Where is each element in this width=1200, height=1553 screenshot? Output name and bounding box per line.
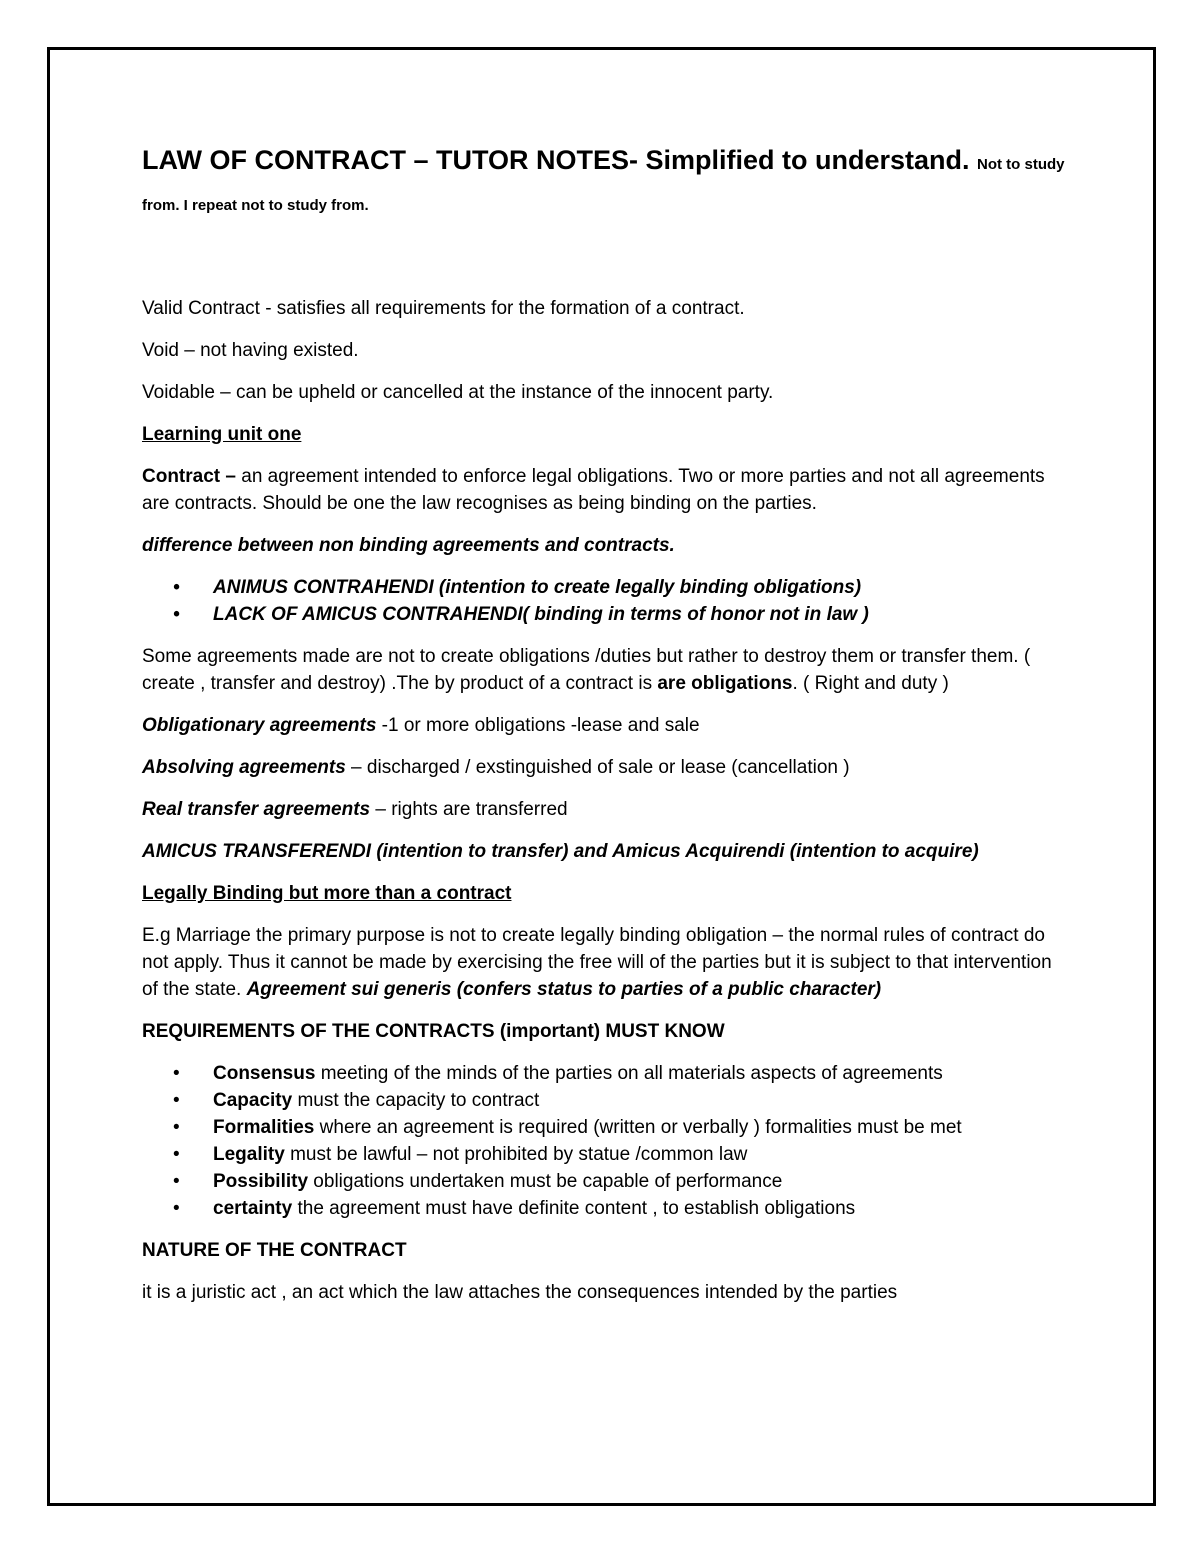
nature-paragraph: it is a juristic act , an act which the law attaches the consequences intended by the parties: [142, 1282, 898, 1303]
list-item-text: LACK OF AMICUS CONTRAHENDI( binding in terms of honor not in law ): [213, 604, 869, 625]
list-item: [142, 601, 1072, 628]
requirement-term: Formalities: [213, 1117, 315, 1138]
legally-binding-bold: Agreement sui generis (confers status to parties of a public character): [246, 979, 882, 1000]
contract-text: an agreement intended to enforce legal obligations. Two or more parties and not all agreements are contracts. Should be one the law recognises as being binding on the parties.: [142, 466, 1045, 514]
bullet-icon: •: [173, 604, 180, 625]
some-agreements-post: . ( Right and duty ): [792, 673, 949, 694]
definition-voidable: Voidable – can be upheld or cancelled at the instance of the innocent party.: [142, 382, 774, 403]
difference-list: [142, 574, 1072, 628]
obligationary-paragraph: [142, 712, 1072, 739]
requirement-text: must be lawful – not prohibited by statue /common law: [284, 1144, 748, 1165]
contract-definition: [142, 463, 1072, 517]
requirement-text: where an agreement is required (written or verbally ) formalities must be met: [314, 1117, 962, 1138]
requirement-text: obligations undertaken must be capable of performance: [308, 1171, 783, 1192]
requirement-term: Capacity: [213, 1090, 293, 1111]
document-title: [142, 142, 1072, 224]
bullet-icon: •: [173, 577, 180, 598]
definition-valid: Valid Contract - satisfies all requirements for the formation of a contract.: [142, 298, 745, 319]
contract-term: Contract –: [142, 466, 236, 487]
requirements-heading: REQUIREMENTS OF THE CONTRACTS (important) MUST KNOW: [142, 1021, 725, 1042]
absolving-text: – discharged / exstinguished of sale or lease (cancellation ): [345, 757, 850, 778]
some-agreements-bold: are obligations: [657, 673, 793, 694]
title-main: LAW OF CONTRACT – TUTOR NOTES- Simplified to understand.: [142, 145, 970, 175]
requirement-text: meeting of the minds of the parties on all materials aspects of agreements: [315, 1063, 943, 1084]
real-transfer-term: Real transfer agreements: [142, 799, 371, 820]
legally-binding-heading: Legally Binding but more than a contract: [142, 883, 512, 904]
requirement-term: Possibility: [213, 1171, 309, 1192]
list-item: [142, 1195, 1072, 1222]
bullet-icon: •: [173, 1117, 180, 1138]
legally-binding-text: E.g Marriage the primary purpose is not to create legally binding obligation – the normal rules of contract do not apply. Thus it cannot be made by exercising the free will of the parties but it is subject to that intervention of the state.: [142, 925, 1052, 1000]
requirement-text: the agreement must have definite content , to establish obligations: [292, 1198, 856, 1219]
some-agreements-pre: Some agreements made are not to create obligations /duties but rather to destroy them or transfer them. ( create , transfer and destroy) .The by product of a contract is: [142, 646, 1031, 694]
list-item: [142, 1114, 1072, 1141]
list-item: [142, 1060, 1072, 1087]
amicus-transferendi: AMICUS TRANSFERENDI (intention to transfer) and Amicus Acquirendi (intention to acquire): [142, 841, 979, 862]
real-transfer-text: – rights are transferred: [370, 799, 568, 820]
bullet-icon: •: [173, 1198, 180, 1219]
absolving-paragraph: [142, 754, 1072, 781]
definition-void: Void – not having existed.: [142, 340, 359, 361]
absolving-term: Absolving agreements: [142, 757, 346, 778]
list-item: [142, 1087, 1072, 1114]
list-item: [142, 574, 1072, 601]
list-item-text: ANIMUS CONTRAHENDI (intention to create legally binding obligations): [213, 577, 862, 598]
some-agreements-paragraph: [142, 643, 1072, 697]
requirement-term: Consensus: [213, 1063, 316, 1084]
list-item: [142, 1141, 1072, 1168]
title-note: Not to study from. I repeat not to study from.: [142, 156, 1065, 214]
requirement-term: certainty: [213, 1198, 293, 1219]
obligationary-term: Obligationary agreements: [142, 715, 377, 736]
requirement-text: must the capacity to contract: [292, 1090, 540, 1111]
legally-binding-paragraph: [142, 922, 1072, 1003]
nature-heading: NATURE OF THE CONTRACT: [142, 1240, 407, 1261]
obligationary-text: -1 or more obligations -lease and sale: [376, 715, 700, 736]
difference-heading: difference between non binding agreements and contracts.: [142, 535, 675, 556]
document-content: [142, 142, 1072, 1306]
real-transfer-paragraph: [142, 796, 1072, 823]
bullet-icon: •: [173, 1063, 180, 1084]
requirements-list: [142, 1060, 1072, 1222]
bullet-icon: •: [173, 1090, 180, 1111]
bullet-icon: •: [173, 1171, 180, 1192]
unit-one-heading: Learning unit one: [142, 424, 302, 445]
bullet-icon: •: [173, 1144, 180, 1165]
list-item: [142, 1168, 1072, 1195]
requirement-term: Legality: [213, 1144, 285, 1165]
